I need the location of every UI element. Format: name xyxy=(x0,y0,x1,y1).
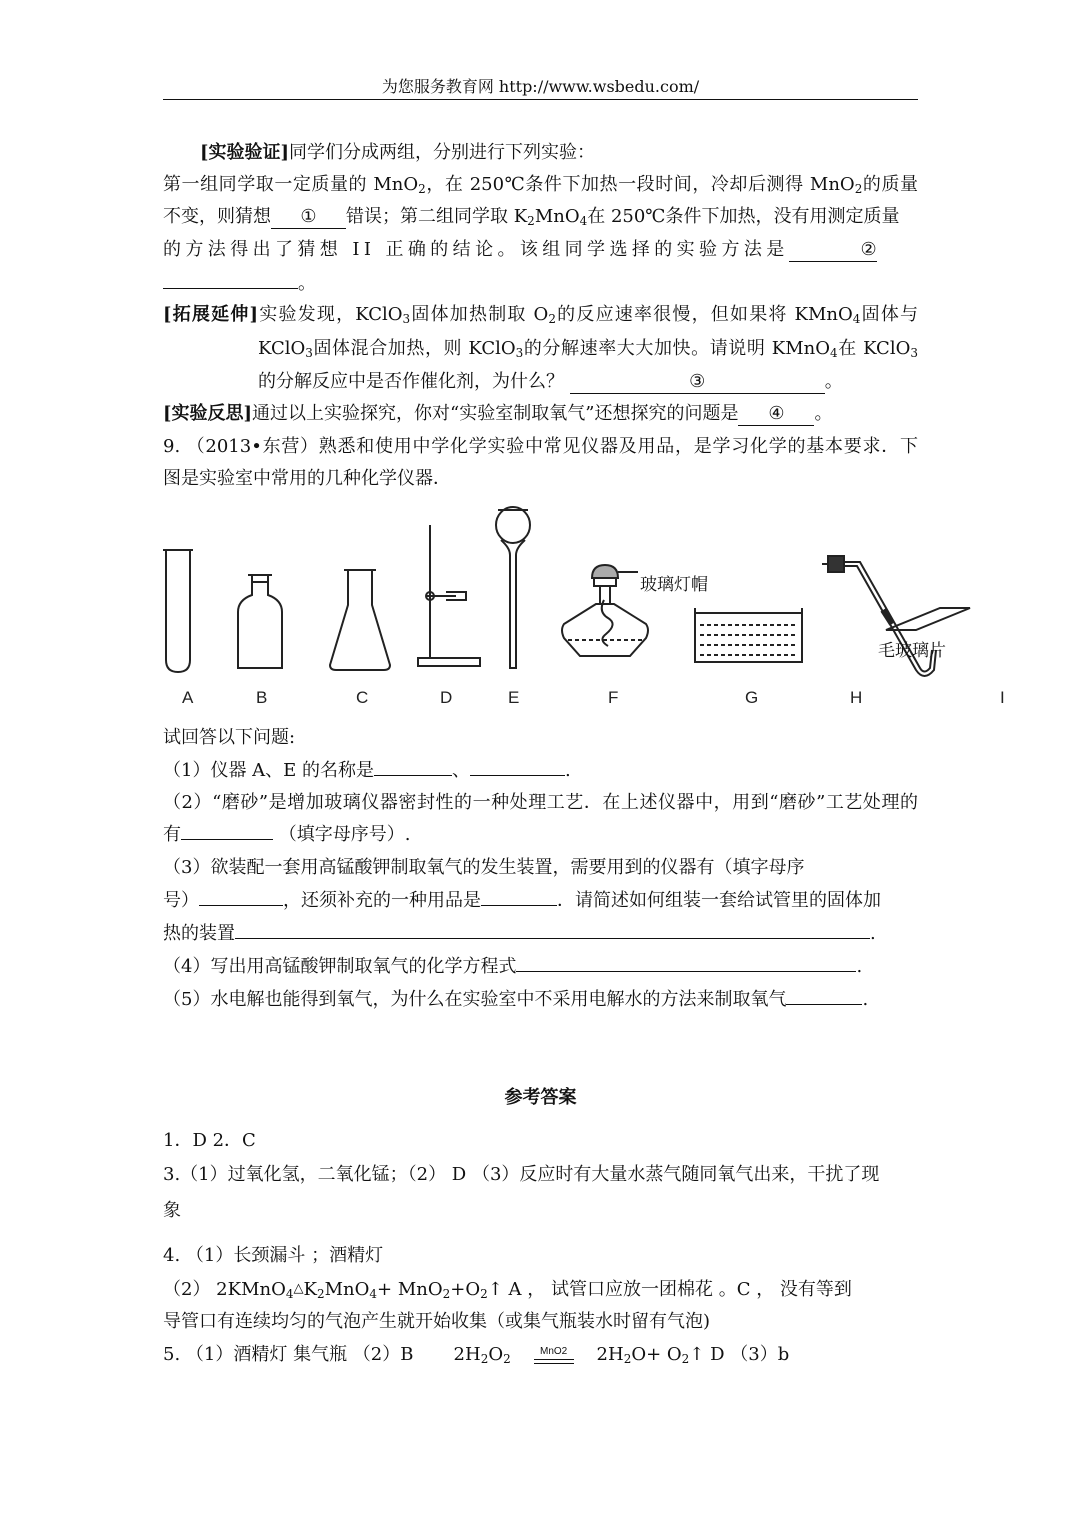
verify-tag: [实验验证] xyxy=(200,142,290,163)
glass-plate-caption: 毛玻璃片 xyxy=(878,641,946,661)
label-F: F xyxy=(608,688,619,707)
header-rule xyxy=(163,99,918,100)
blank-2[interactable]: ② xyxy=(789,239,877,262)
blank-1[interactable]: ① xyxy=(271,206,346,229)
label-D: D xyxy=(440,688,453,707)
q9-part-2b: 有 （填字母序号）. xyxy=(163,824,411,845)
verify-intro: [实验验证]同学们分成两组，分别进行下列实验： xyxy=(200,142,596,163)
water-trough-icon xyxy=(695,608,802,662)
lamp-cap-caption: 玻璃灯帽 xyxy=(640,575,708,595)
label-A: A xyxy=(182,688,194,707)
answer-blank-1b[interactable] xyxy=(470,775,565,776)
blank-4[interactable]: ④ xyxy=(738,403,814,426)
answer-1-2: 1．D 2．C xyxy=(163,1130,256,1151)
answer-blank-3c[interactable] xyxy=(235,938,870,939)
label-B: B xyxy=(256,688,268,707)
q9-part-1: （1）仪器 A、E 的名称是 、 . xyxy=(163,760,571,781)
answer-blank-5[interactable] xyxy=(786,1004,862,1005)
apparatus-figure xyxy=(160,500,1005,715)
answer-4-line-2: （2） $2KMnO_4\triangle K_2MnO_4+$ $MnO_2+O_2↑$ A ， 试管口应放一团棉花 。C ， 没有等到 xyxy=(163,1276,852,1303)
label-E: E xyxy=(508,688,520,707)
test-tube-icon xyxy=(163,550,193,672)
q9-line-1: 9. （2013•东营）熟悉和使用中学化学实验中常见仪器及用品，是学习化学的基本要求．下 xyxy=(163,436,918,457)
q9-part-3c: 热的装置 . xyxy=(163,923,876,944)
verify-line-4: 。 xyxy=(163,271,316,297)
reagent-bottle-icon xyxy=(238,575,282,668)
answer-blank-1a[interactable] xyxy=(374,775,452,776)
label-I: I xyxy=(1000,688,1005,707)
frosted-glass-plate-icon xyxy=(886,608,970,630)
catalyst-arrow: MnO2 xyxy=(534,1347,574,1364)
heat-delta: △ xyxy=(293,1281,304,1296)
reflect-line: [实验反思]通过以上实验探究，你对“实验室制取氧气”还想探究的问题是 ④ 。 xyxy=(163,403,833,424)
answer-4-line-1: 4. （1）长颈漏斗 ；酒精灯 xyxy=(163,1245,384,1266)
q9-line-2: 图是实验室中常用的几种化学仪器． xyxy=(163,468,451,489)
answer-3-line-1: 3.（1）过氧化氢，二氧化锰；（2） D （3）反应时有大量水蒸气随同氧气出来，干扰了现 xyxy=(163,1164,880,1185)
answers-title: 参考答案 xyxy=(504,1087,577,1108)
answer-3-line-2: 象 xyxy=(163,1200,181,1221)
verify-line-2: 不变，则猜想 ① 错误；第二组同学取 $K_2MnO_4$在 250℃条件下加热，没有用测定质量 xyxy=(163,206,900,228)
reflect-tag: [实验反思] xyxy=(163,403,253,424)
answer-5: 5. （1）酒精灯 集气瓶 （2）B $2H_2O_2$ MnO2 $2H_2O+$ $O_2↑$ D （3）b xyxy=(163,1344,790,1366)
q9-part-4: （4）写出用高锰酸钾制取氧气的化学方程式 . xyxy=(163,956,863,977)
extend-tag: [拓展延伸] xyxy=(163,304,259,325)
long-neck-funnel-icon xyxy=(496,507,530,668)
conical-flask-icon xyxy=(330,570,390,670)
label-C: C xyxy=(356,688,369,707)
page-header: 为您服务教育网 http://www.wsbedu.com/ xyxy=(381,77,700,96)
q9-prompt: 试回答以下问题: xyxy=(163,727,296,748)
answer-blank-3b[interactable] xyxy=(481,905,557,906)
label-H: H xyxy=(850,688,863,707)
answer-blank-3a[interactable] xyxy=(199,905,283,906)
blank-2-cont[interactable] xyxy=(163,288,298,289)
answer-4-line-3: 导管口有连续均匀的气泡产生就开始收集（或集气瓶装水时留有气泡) xyxy=(163,1311,711,1332)
blank-3[interactable]: ③ xyxy=(570,371,825,394)
answer-blank-2[interactable] xyxy=(181,839,273,840)
q9-part-3b: 号） ，还须补充的一种用品是 ．请简述如何组装一套给试管里的固体加 xyxy=(163,890,881,911)
extend-line-2: KClO$_3$固体混合加热，则 KClO$_3$的分解速率大大加快。请说明 KMnO$_4$在 KClO$_3$ xyxy=(258,338,918,360)
extend-line-3: 的分解反应中是否作催化剂，为什么？ ③ 。 xyxy=(258,371,843,392)
q9-part-2a: （2）“磨砂”是增加玻璃仪器密封性的一种处理工艺．在上述仪器中，用到“磨砂”工艺处理的 xyxy=(163,792,918,813)
extend-line-1: [拓展延伸]实验发现，KClO$_3$固体加热制取 $O_2$的反应速率很慢，但如果将 KMnO$_4$固体与 xyxy=(163,304,919,326)
q9-part-5: （5）水电解也能得到氧气，为什么在实验室中不采用电解水的方法来制取氧气 . xyxy=(163,989,869,1010)
answer-blank-4[interactable] xyxy=(516,971,856,972)
iron-stand-icon xyxy=(418,525,480,666)
label-G: G xyxy=(745,688,759,707)
q9-part-3a: （3）欲装配一套用高锰酸钾制取氧气的发生装置，需要用到的仪器有（填字母序 xyxy=(163,857,805,878)
verify-line-1: 第一组同学取一定质量的 MnO$_2$，在 250℃条件下加热一段时间，冷却后测得 MnO$_2$的质量 xyxy=(163,174,919,196)
verify-line-3: 的方法得出了猜想 II 正确的结论。该组同学选择的实验方法是 ② xyxy=(163,239,877,260)
alcohol-lamp-icon xyxy=(562,565,648,656)
